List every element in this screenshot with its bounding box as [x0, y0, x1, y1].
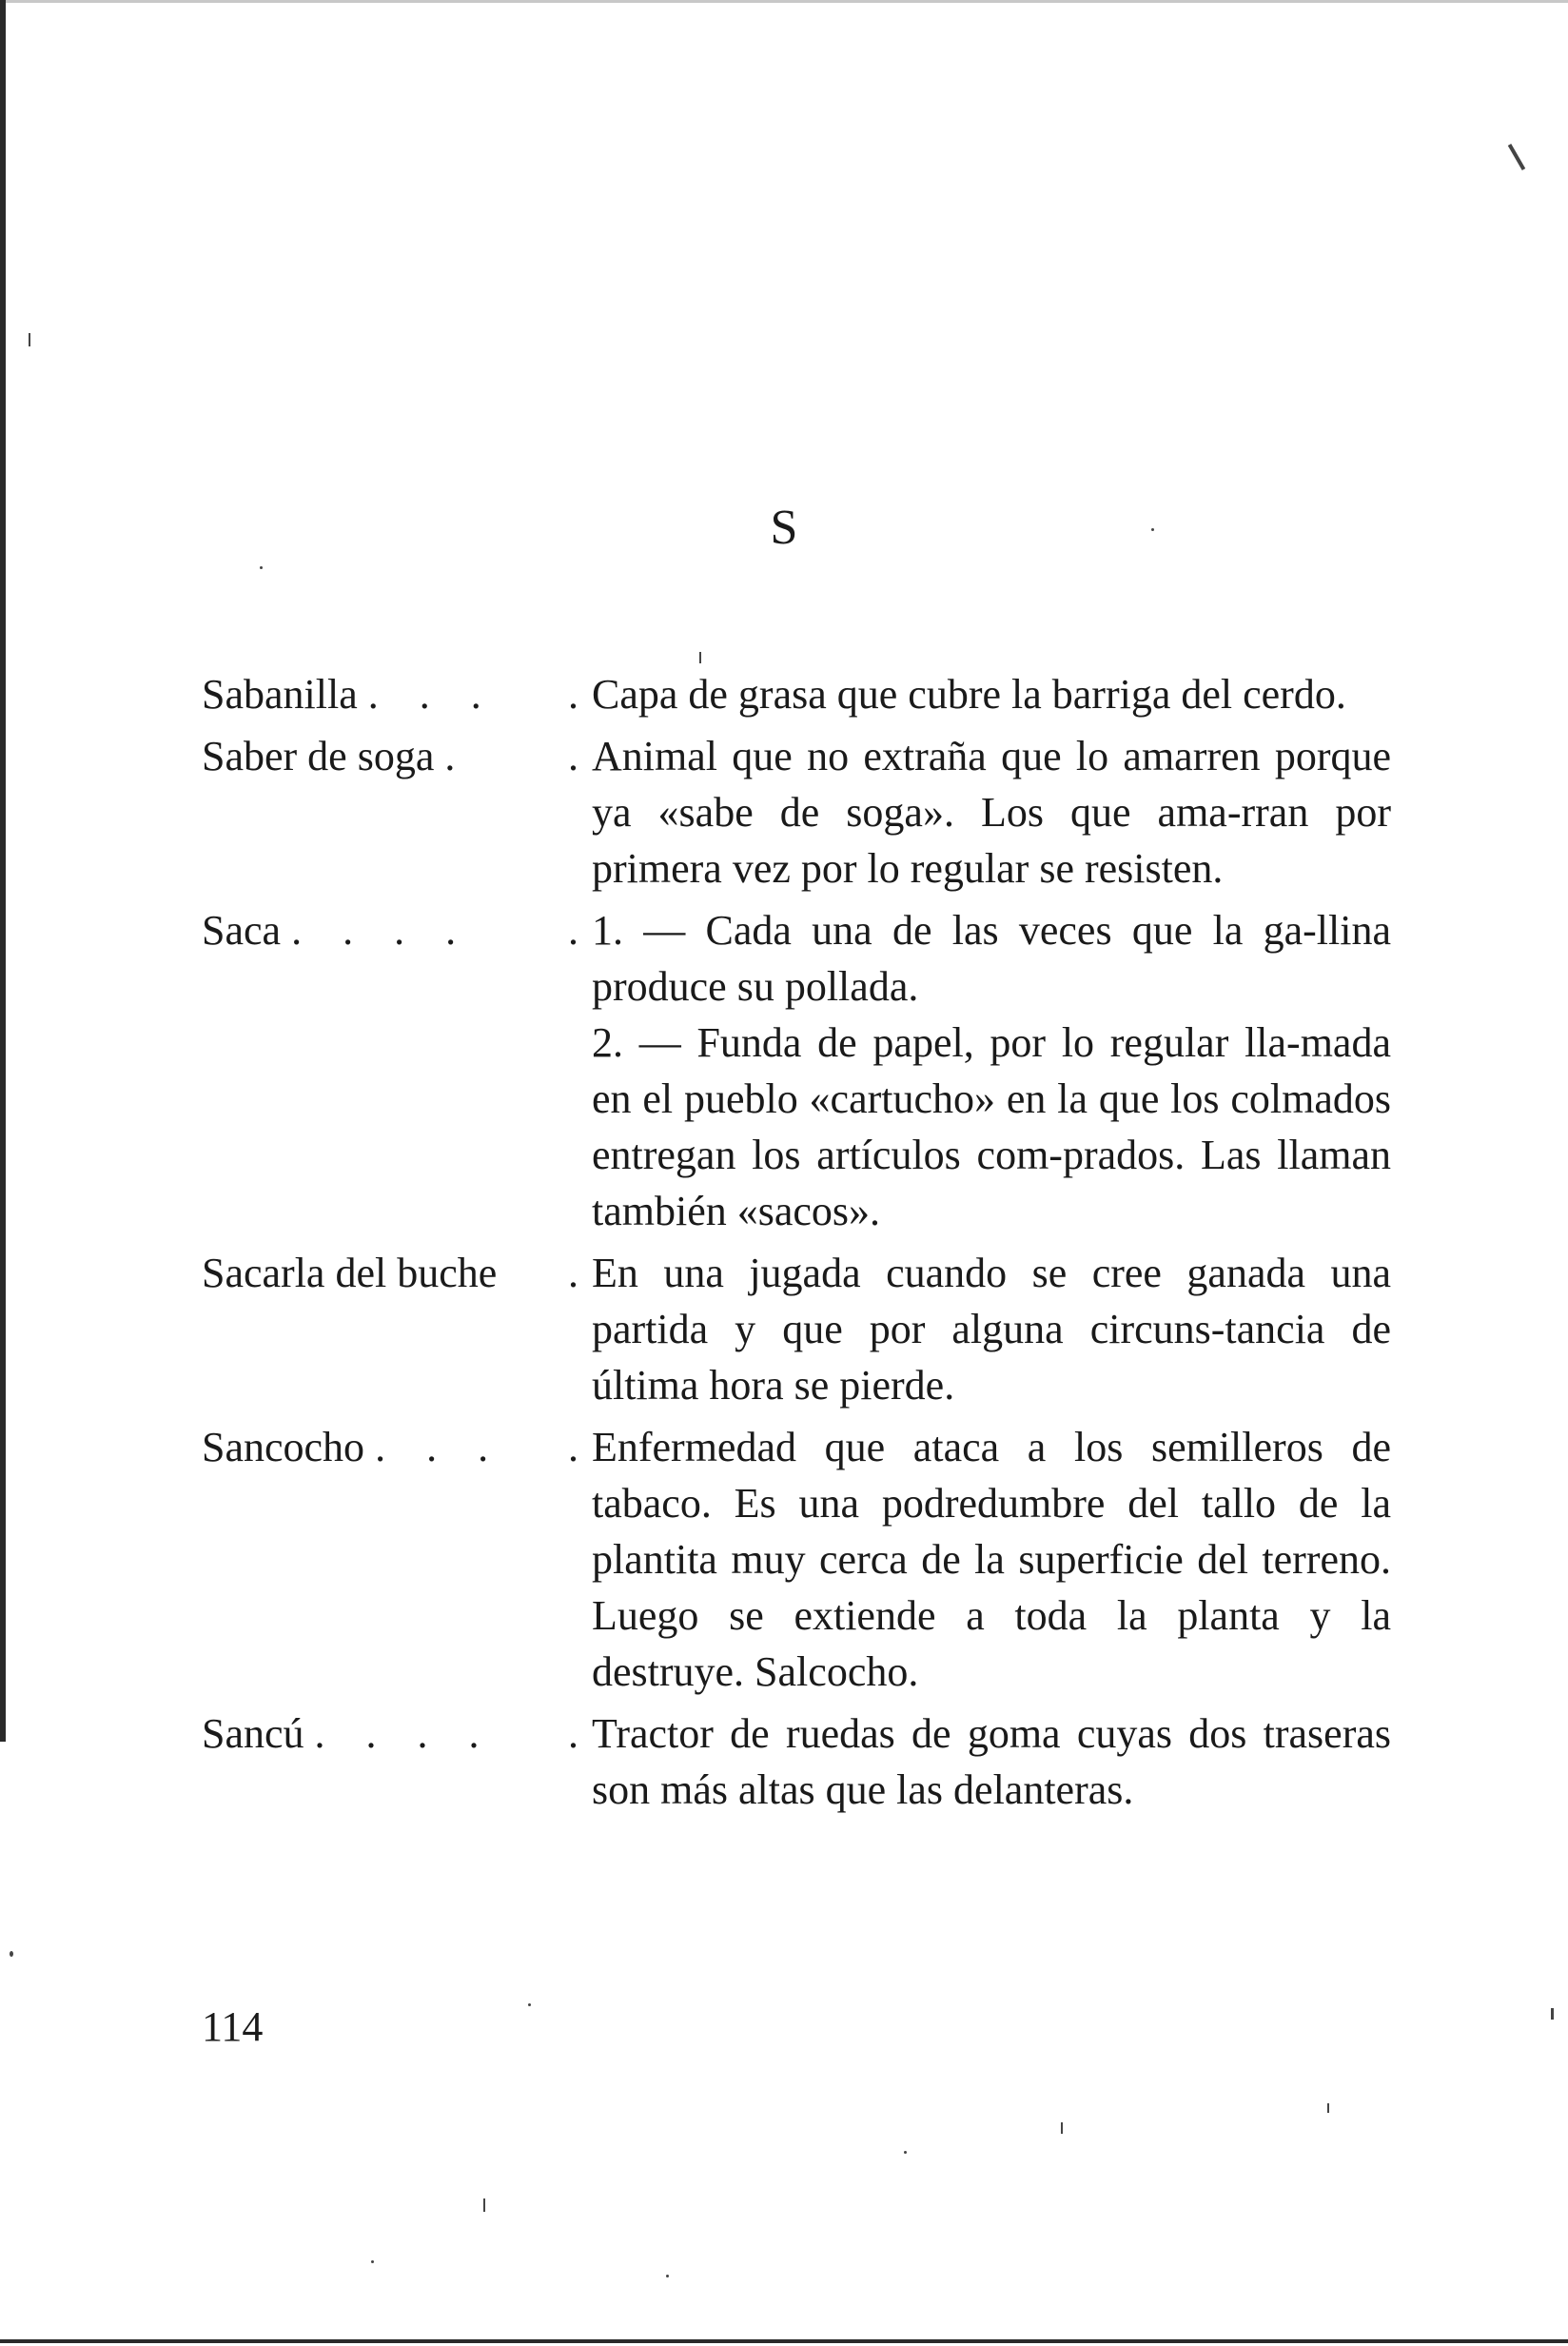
- entry-term: [202, 728, 568, 784]
- term-separator: .: [568, 1710, 578, 1757]
- term-separator: .: [568, 733, 578, 779]
- entry-definitions: [592, 666, 1391, 722]
- left-scan-edge: [0, 0, 6, 1742]
- page-number: 114: [202, 2003, 264, 2050]
- glossary-entry: [202, 728, 1401, 897]
- section-letter: S: [770, 501, 798, 555]
- entry-definitions: [592, 1245, 1391, 1413]
- definition-text: Capa de grasa que cubre la barriga del cerdo.: [592, 671, 1346, 718]
- definition-text: Animal que no extraña que lo amarren porque ya «sabe de soga». Los que ama-rran por primera vez por lo regular se resisten.: [592, 733, 1391, 892]
- definition-text: Tractor de ruedas de goma cuyas dos traseras son más altas que las delanteras.: [592, 1710, 1391, 1813]
- entry-definitions: [592, 1705, 1391, 1818]
- definition-text: 1. — Cada una de las veces que la ga-llina produce su pollada.: [592, 907, 1391, 1010]
- top-scan-edge: [0, 0, 1568, 3]
- bottom-scan-edge: [0, 2339, 1568, 2343]
- entry-definitions: [592, 902, 1391, 1239]
- entry-definitions: [592, 728, 1391, 897]
- glossary-entry: [202, 1419, 1401, 1700]
- definition-text: Enfermedad que ataca a los semilleros de tabaco. Es una podredumbre del tallo de la plantita muy cerca de la superficie del terreno. Luego se extiende a toda la planta y la destruye. Salcocho.: [592, 1424, 1391, 1695]
- glossary-entries: [202, 666, 1401, 1824]
- entry-term: [202, 902, 568, 958]
- term-separator: .: [568, 671, 578, 718]
- entry-definitions: [592, 1419, 1391, 1700]
- glossary-entry: [202, 666, 1401, 722]
- term-separator: .: [568, 1424, 578, 1470]
- definition-text: 2. — Funda de papel, por lo regular lla-mada en el pueblo «cartucho» en la que los colmados entregan los artículos com-prados. Las llaman también «sacos».: [592, 1019, 1391, 1234]
- term-text: Saca: [202, 907, 282, 954]
- term-separator: .: [568, 907, 578, 954]
- term-text: Sacarla del buche: [202, 1250, 498, 1296]
- entry-term: [202, 1245, 568, 1301]
- entry-term: [202, 666, 568, 722]
- term-leader: . . .: [375, 1424, 504, 1470]
- term-leader: .: [444, 733, 471, 779]
- term-leader: . . . .: [314, 1710, 495, 1757]
- term-text: Sancocho: [202, 1424, 365, 1470]
- term-separator: .: [568, 1250, 578, 1296]
- glossary-entry: [202, 902, 1401, 1239]
- term-text: Saber de soga: [202, 733, 435, 779]
- term-leader: . . .: [367, 671, 497, 718]
- definition-text: En una jugada cuando se cree ganada una partida y que por alguna circuns-tancia de última hora se pierde.: [592, 1250, 1391, 1409]
- term-text: Sabanilla: [202, 671, 358, 718]
- glossary-entry: [202, 1245, 1401, 1413]
- entry-term: [202, 1705, 568, 1762]
- glossary-entry: [202, 1705, 1401, 1818]
- term-leader: . . . .: [291, 907, 472, 954]
- term-text: Sancú: [202, 1710, 304, 1757]
- entry-term: [202, 1419, 568, 1475]
